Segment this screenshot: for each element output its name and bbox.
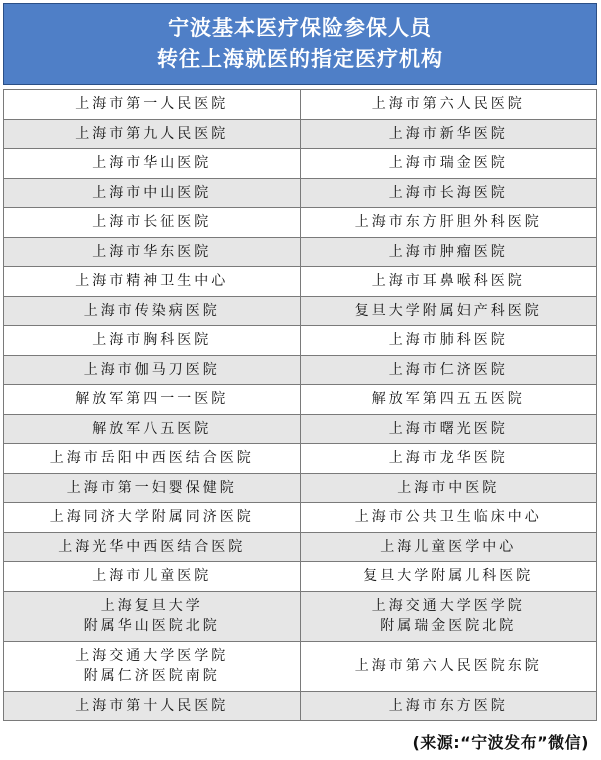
- hospital-name-cell: 上海同济大学附属同济医院: [4, 503, 301, 533]
- hospital-name-cell: 上海市仁济医院: [300, 355, 597, 385]
- hospital-name-cell: 复旦大学附属妇产科医院: [300, 296, 597, 326]
- hospital-name-cell: 上海市肺科医院: [300, 326, 597, 356]
- table-row: [4, 532, 597, 562]
- hospital-name-cell: 上海复旦大学 附属华山医院北院: [4, 591, 301, 641]
- hospital-name-cell: 上海市精神卫生中心: [4, 267, 301, 297]
- hospital-name-cell: 复旦大学附属儿科医院: [300, 562, 597, 592]
- hospital-name-cell: 上海市传染病医院: [4, 296, 301, 326]
- hospital-name-cell: 上海市东方医院: [300, 691, 597, 721]
- hospital-name-cell: 上海市胸科医院: [4, 326, 301, 356]
- table-row: [4, 414, 597, 444]
- table-row: [4, 267, 597, 297]
- hospital-name-cell: 上海市曙光医院: [300, 414, 597, 444]
- hospital-name-cell: 上海市瑞金医院: [300, 149, 597, 179]
- hospital-name-cell: 上海市龙华医院: [300, 444, 597, 474]
- hospital-name-cell: 上海市第六人民医院东院: [300, 641, 597, 691]
- table-row: [4, 691, 597, 721]
- table-row: [4, 641, 597, 691]
- title-line-2: 转往上海就医的指定医疗机构: [157, 47, 443, 71]
- table-row: [4, 296, 597, 326]
- table-row: [4, 562, 597, 592]
- hospital-name-cell: 上海市岳阳中西医结合医院: [4, 444, 301, 474]
- hospital-table: [3, 89, 597, 721]
- table-row: [4, 355, 597, 385]
- hospital-name-cell: 上海市公共卫生临床中心: [300, 503, 597, 533]
- hospital-name-cell: 上海市东方肝胆外科医院: [300, 208, 597, 238]
- hospital-name-cell: 上海市长征医院: [4, 208, 301, 238]
- table-row: [4, 591, 597, 641]
- hospital-name-cell: 上海交通大学医学院 附属仁济医院南院: [4, 641, 301, 691]
- hospital-name-cell: 解放军第四一一医院: [4, 385, 301, 415]
- hospital-name-cell: 上海市第十人民医院: [4, 691, 301, 721]
- hospital-name-cell: 上海市华东医院: [4, 237, 301, 267]
- table-row: [4, 90, 597, 120]
- hospital-name-cell: 上海市中山医院: [4, 178, 301, 208]
- hospital-name-cell: 上海市第九人民医院: [4, 119, 301, 149]
- hospital-name-cell: 解放军第四五五医院: [300, 385, 597, 415]
- hospital-name-cell: 上海市华山医院: [4, 149, 301, 179]
- hospital-name-cell: 上海交通大学医学院 附属瑞金医院北院: [300, 591, 597, 641]
- table-row: [4, 503, 597, 533]
- hospital-name-cell: 上海市第六人民医院: [300, 90, 597, 120]
- source-caption: (来源:“宁波发布”微信): [412, 733, 589, 752]
- table-row: [4, 237, 597, 267]
- table-row: [4, 119, 597, 149]
- table-row: [4, 444, 597, 474]
- hospital-name-cell: 上海市第一人民医院: [4, 90, 301, 120]
- hospital-name-cell: 上海市长海医院: [300, 178, 597, 208]
- hospital-name-cell: 上海儿童医学中心: [300, 532, 597, 562]
- hospital-name-cell: 解放军八五医院: [4, 414, 301, 444]
- table-row: [4, 149, 597, 179]
- table-row: [4, 208, 597, 238]
- table-row: [4, 473, 597, 503]
- title-line-1: 宁波基本医疗保险参保人员: [168, 16, 432, 40]
- hospital-name-cell: 上海市伽马刀医院: [4, 355, 301, 385]
- title-banner: [3, 3, 597, 85]
- hospital-name-cell: 上海市第一妇婴保健院: [4, 473, 301, 503]
- hospital-name-cell: 上海光华中西医结合医院: [4, 532, 301, 562]
- table-row: [4, 178, 597, 208]
- hospital-name-cell: 上海市肿瘤医院: [300, 237, 597, 267]
- table-row: [4, 326, 597, 356]
- hospital-name-cell: 上海市儿童医院: [4, 562, 301, 592]
- hospital-list-sheet: [3, 3, 597, 721]
- hospital-name-cell: 上海市中医院: [300, 473, 597, 503]
- hospital-name-cell: 上海市耳鼻喉科医院: [300, 267, 597, 297]
- table-row: [4, 385, 597, 415]
- hospital-name-cell: 上海市新华医院: [300, 119, 597, 149]
